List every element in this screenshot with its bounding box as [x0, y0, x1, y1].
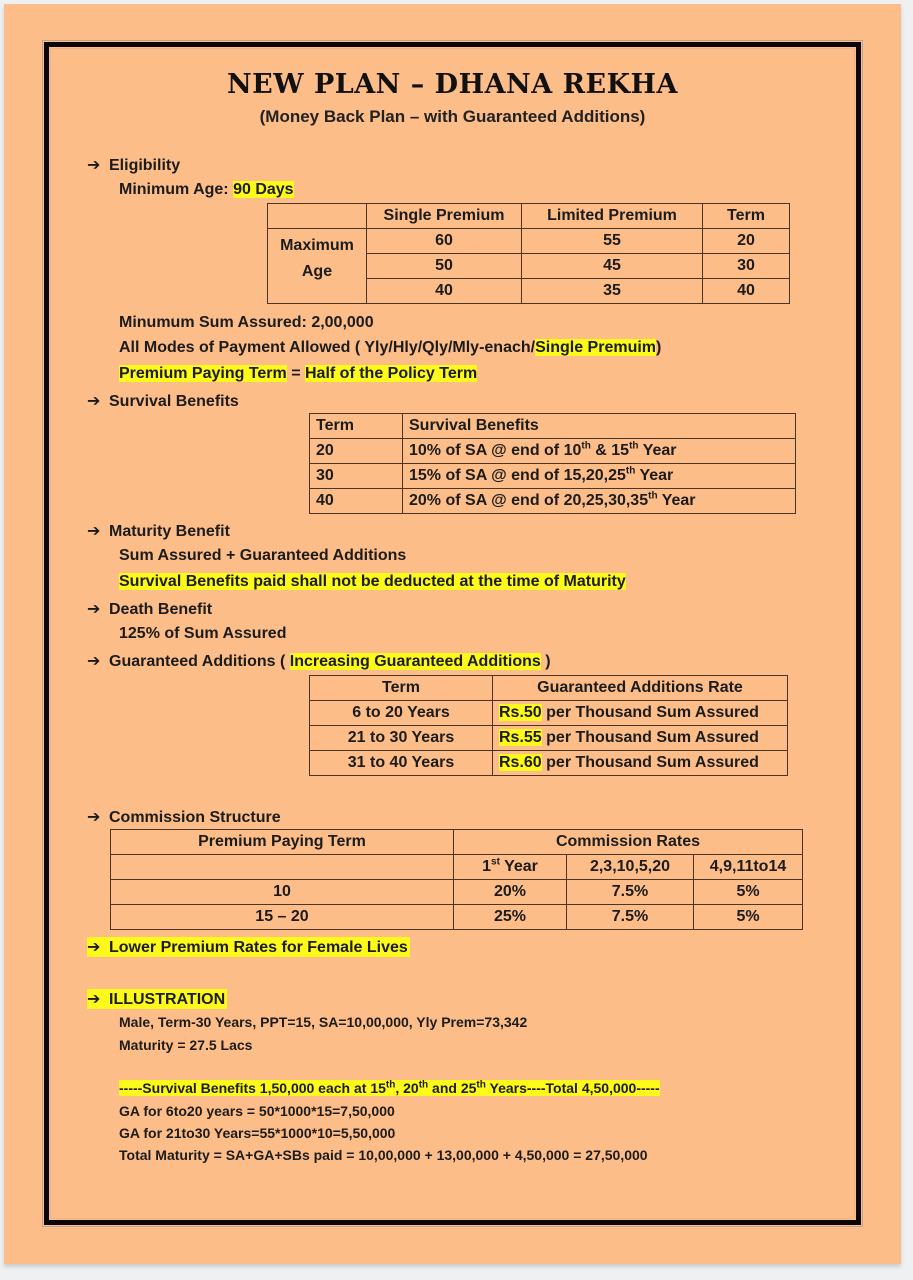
sb-text: and 25 [428, 1080, 477, 1096]
sb-text: Years----Total 4,50,000----- [485, 1080, 660, 1096]
first-year-suffix: Year [499, 858, 538, 875]
cell-rate [493, 751, 788, 776]
cell-limited: 55 [522, 229, 703, 254]
payment-modes-text: All Modes of Payment Allowed ( Yly/Hly/Qly/Mly-enach/ [119, 339, 536, 356]
ordinal-sup: th [385, 1079, 396, 1091]
rate-value: Rs.50 [499, 704, 542, 721]
female-lives-note [87, 937, 410, 957]
ordinal-sup: th [476, 1079, 486, 1091]
ga-heading-suffix: ) [540, 653, 551, 670]
cell-term: 30 [310, 464, 403, 489]
arrow-right-icon: ➔ [87, 601, 101, 618]
header-ppt: Premium Paying Term [111, 830, 454, 855]
max-age-row-label [268, 229, 367, 304]
death-heading [87, 599, 212, 619]
cell-first: 25% [454, 905, 567, 930]
survival-heading [87, 391, 239, 411]
ordinal-sup: th [418, 1079, 429, 1091]
cell-ppt: 15 – 20 [111, 905, 454, 930]
maturity-heading [87, 521, 230, 541]
sub-header-renewal-1: 2,3,10,5,20 [567, 855, 694, 880]
commission-heading [87, 807, 281, 827]
maturity-heading-text: Maturity Benefit [109, 523, 230, 540]
arrow-right-icon: ➔ [87, 523, 101, 540]
ga-heading [87, 651, 551, 671]
min-age-line [119, 181, 294, 199]
cell-single: 50 [367, 254, 522, 279]
cell-term: 21 to 30 Years [310, 726, 493, 751]
min-age-value: 90 Days [233, 181, 294, 198]
cell-rate [493, 701, 788, 726]
plan-title: NEW PLAN – DHANA REKHA [226, 69, 679, 100]
cell-term: 31 to 40 Years [310, 751, 493, 776]
benefit-text: Year [657, 492, 696, 509]
illustration-line-2: Maturity = 27.5 Lacs [119, 1037, 253, 1053]
benefit-text: 15% of SA @ end of 15,20,25 [409, 467, 626, 484]
header-ga-rate: Guaranteed Additions Rate [493, 676, 788, 701]
maturity-line-1: Sum Assured + Guaranteed Additions [119, 547, 407, 564]
cell-term: 30 [703, 254, 790, 279]
payment-modes-suffix: ) [656, 339, 662, 356]
maturity-note: Survival Benefits paid shall not be deducted at the time of Maturity [119, 573, 626, 590]
payment-modes [119, 339, 661, 357]
ga-heading-highlight: Increasing Guaranteed Additions [289, 653, 541, 670]
cell-mid: 7.5% [567, 880, 694, 905]
cell-limited: 35 [522, 279, 703, 304]
max-age-table [267, 203, 790, 304]
cell-rate [493, 726, 788, 751]
first-year-num: 1 [482, 858, 492, 875]
header-term: Term [310, 676, 493, 701]
cell-term: 20 [310, 439, 403, 464]
sb-text: -----Survival Benefits 1,50,000 each at 15 [119, 1080, 386, 1096]
cell-single: 40 [367, 279, 522, 304]
benefit-text: Year [638, 442, 677, 459]
sb-text: , 20 [395, 1080, 419, 1096]
ordinal-sup: th [629, 440, 639, 452]
header-term: Term [310, 414, 403, 439]
cell-term: 40 [310, 489, 403, 514]
survival-table [309, 413, 796, 514]
max-age-label-1: Maximum [280, 237, 354, 254]
cell-benefit [403, 489, 796, 514]
rate-value: Rs.55 [499, 729, 542, 746]
arrow-right-icon: ➔ [87, 393, 101, 410]
ordinal-sup: st [491, 856, 500, 868]
max-age-label-2: Age [301, 263, 333, 280]
arrow-right-icon: ➔ [87, 991, 101, 1008]
illustration-heading-text: ILLUSTRATION [109, 991, 226, 1008]
benefit-text: Year [635, 467, 674, 484]
ordinal-sup: th [648, 490, 658, 502]
illustration-line-1: Male, Term-30 Years, PPT=15, SA=10,00,000, Yly Prem=73,342 [119, 1014, 528, 1030]
ga-table [309, 675, 788, 776]
ga-calc-1: GA for 6to20 years = 50*1000*15=7,50,000 [119, 1103, 395, 1119]
female-lives-text: Lower Premium Rates for Female Lives [109, 939, 408, 956]
rate-text: per Thousand Sum Assured [541, 754, 759, 771]
cell-ppt: 10 [111, 880, 454, 905]
arrow-right-icon: ➔ [87, 157, 101, 174]
arrow-right-icon: ➔ [87, 653, 101, 670]
cell-last: 5% [694, 905, 803, 930]
total-maturity: Total Maturity = SA+GA+SBs paid = 10,00,000 + 13,00,000 + 4,50,000 = 27,50,000 [119, 1147, 648, 1163]
header-term: Term [703, 204, 790, 229]
cell-mid: 7.5% [567, 905, 694, 930]
death-line-1: 125% of Sum Assured [119, 625, 287, 642]
illustration-heading [87, 989, 227, 1009]
cell-benefit [403, 464, 796, 489]
maturity-line-2 [119, 573, 626, 591]
rate-text: per Thousand Sum Assured [541, 704, 759, 721]
benefit-text: 20% of SA @ end of 20,25,30,35 [409, 492, 649, 509]
ppt-label: Premium Paying Term [119, 365, 287, 382]
eligibility-heading-text: Eligibility [109, 157, 181, 174]
eligibility-heading [87, 155, 180, 175]
benefit-text: 10% of SA @ end of 10 [409, 442, 582, 459]
rate-text: per Thousand Sum Assured [541, 729, 759, 746]
empty-cell [111, 855, 454, 880]
min-sum-assured: Minumum Sum Assured: 2,00,000 [119, 314, 374, 331]
rate-value: Rs.60 [499, 754, 542, 771]
premium-paying-term [119, 365, 477, 383]
sub-header-first-year [454, 855, 567, 880]
commission-table [110, 829, 803, 930]
plan-subtitle: (Money Back Plan – with Guaranteed Additions) [259, 107, 646, 126]
cell-single: 60 [367, 229, 522, 254]
ppt-value: Half of the Policy Term [305, 365, 478, 382]
cell-term: 6 to 20 Years [310, 701, 493, 726]
arrow-right-icon: ➔ [87, 939, 101, 956]
document-sheet [4, 4, 901, 1264]
cell-first: 20% [454, 880, 567, 905]
death-heading-text: Death Benefit [109, 601, 213, 618]
cell-last: 5% [694, 880, 803, 905]
header-survival-benefits: Survival Benefits [403, 414, 796, 439]
sub-header-renewal-2: 4,9,11to14 [694, 855, 803, 880]
document-frame [44, 42, 861, 1225]
cell-limited: 45 [522, 254, 703, 279]
header-limited-premium: Limited Premium [522, 204, 703, 229]
cell-benefit [403, 439, 796, 464]
benefit-text: & 15 [590, 442, 630, 459]
max-age-table-corner [268, 204, 367, 229]
ga-heading-text: Guaranteed Additions ( [109, 653, 290, 670]
ppt-equals: = [286, 365, 305, 382]
cell-term: 20 [703, 229, 790, 254]
ga-calc-2: GA for 21to30 Years=55*1000*10=5,50,000 [119, 1125, 396, 1141]
arrow-right-icon: ➔ [87, 809, 101, 826]
payment-modes-highlight: Single Premuim [535, 339, 657, 356]
survival-heading-text: Survival Benefits [109, 393, 239, 410]
commission-heading-text: Commission Structure [109, 809, 281, 826]
cell-term: 40 [703, 279, 790, 304]
ordinal-sup: th [625, 465, 636, 477]
ordinal-sup: th [581, 440, 591, 452]
header-commission-rates: Commission Rates [454, 830, 803, 855]
survival-benefits-summary [119, 1080, 660, 1096]
header-single-premium: Single Premium [367, 204, 522, 229]
min-age-label: Minimum Age: [119, 181, 234, 198]
